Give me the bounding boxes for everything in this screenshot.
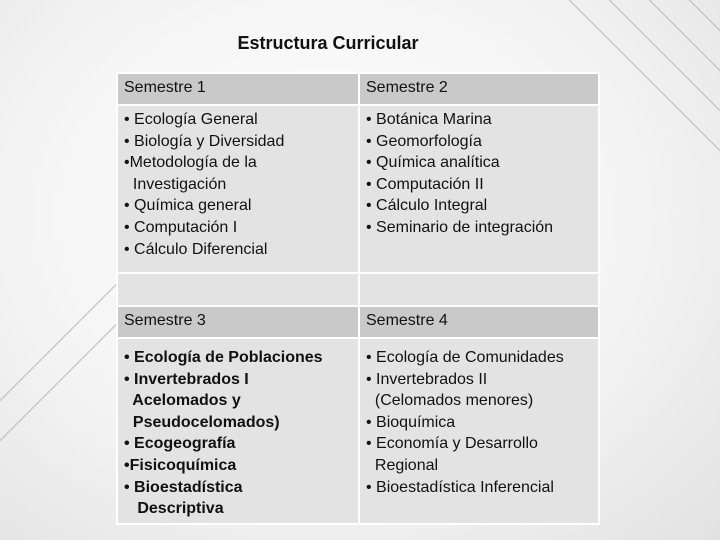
course-item: • Geomorfología	[366, 132, 482, 150]
curriculum-table	[116, 72, 600, 525]
course-item: • Cálculo Integral	[366, 197, 488, 215]
table-row	[117, 105, 599, 273]
empty-cell	[359, 273, 599, 306]
course-item: • Bioquímica	[366, 413, 456, 431]
course-item: • Invertebrados I	[124, 370, 249, 388]
course-list	[124, 109, 352, 260]
course-item: • Computación II	[366, 175, 484, 193]
semester-4-courses	[359, 338, 599, 524]
course-item: Descriptiva	[124, 500, 224, 518]
decorative-line	[599, 0, 720, 203]
course-list	[124, 347, 352, 520]
decorative-line	[639, 0, 720, 203]
table-row	[117, 273, 599, 306]
course-item: • Química general	[124, 197, 252, 215]
course-item: • Invertebrados II	[366, 370, 488, 388]
course-item: • Bioestadística Inferencial	[366, 478, 554, 496]
semester-2-courses	[359, 105, 599, 273]
semester-3-header: Semestre 3	[117, 306, 359, 338]
course-item: • Cálculo Diferencial	[124, 240, 268, 258]
semester-4-header: Semestre 4	[359, 306, 599, 338]
course-item: Acelomados y	[124, 392, 241, 410]
empty-cell	[117, 273, 359, 306]
course-item: • Química analítica	[366, 154, 500, 172]
semester-1-header: Semestre 1	[117, 73, 359, 105]
course-list	[366, 109, 592, 239]
course-item: •Fisicoquímica	[124, 456, 237, 474]
semester-2-header: Semestre 2	[359, 73, 599, 105]
course-item: Investigación	[124, 175, 227, 193]
semester-1-courses	[117, 105, 359, 273]
slide-title: Estructura Curricular	[237, 33, 419, 53]
course-item: Pseudocelomados)	[124, 413, 280, 431]
table-row	[117, 306, 599, 338]
course-item: • Bioestadística	[124, 478, 243, 496]
table-row	[117, 73, 599, 105]
course-item: • Seminario de integración	[366, 218, 554, 236]
table-row	[117, 338, 599, 524]
course-item: • Ecología de Comunidades	[366, 349, 564, 366]
course-item: • Biología y Diversidad	[124, 132, 285, 150]
course-item: •Metodología de la	[124, 154, 257, 172]
course-item: • Economía y Desarrollo	[366, 435, 538, 453]
semester-3-courses	[117, 338, 359, 524]
course-item: • Botánica Marina	[366, 111, 492, 128]
course-list	[366, 347, 592, 498]
course-item: • Computación I	[124, 218, 238, 236]
course-item: (Celomados menores)	[366, 392, 534, 410]
course-item: Regional	[366, 456, 439, 474]
course-item: • Ecología de Poblaciones	[124, 349, 323, 366]
course-item: • Ecología General	[124, 111, 258, 128]
course-item: • Ecogeografía	[124, 435, 236, 453]
decorative-line	[679, 0, 720, 203]
